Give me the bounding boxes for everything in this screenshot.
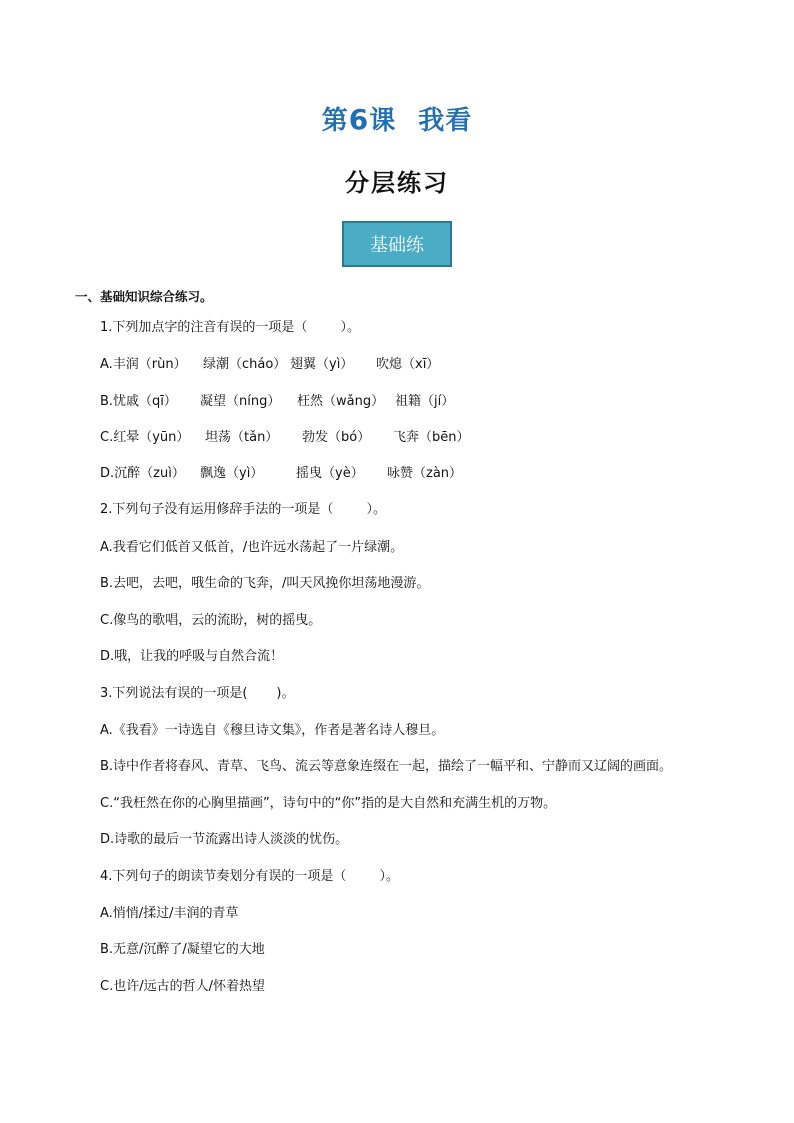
question-1-option-d: D.沉醉（zuì） 飘逸（yì） 摇曳（yè） 咏赞（zàn） xyxy=(100,466,463,481)
question-2-option-a: A.我看它们低首又低首，/也许远水荡起了一片绿潮。 xyxy=(100,540,404,555)
question-2-option-d: D.哦，让我的呼吸与自然合流！ xyxy=(100,649,284,664)
question-2-option-c: C.像鸟的歌唱，云的流盼，树的摇曳。 xyxy=(100,613,322,628)
question-2-option-b: B.去吧，去吧，哦生命的飞奔，/叫天风挽你坦荡地漫游。 xyxy=(100,576,430,591)
question-4-option-a: A.悄悄/揉过/丰润的青草 xyxy=(100,906,239,921)
question-1-option-a: A.丰润（rùn） 绿潮（cháo） 翅翼（yì） 吹熄（xī） xyxy=(100,357,440,372)
question-3-option-a: A.《我看》一诗选自《穆旦诗文集》，作者是著名诗人穆旦。 xyxy=(100,723,445,738)
question-1-option-c: C.红晕（yūn） 坦荡（tǎn） 勃发（bó） 飞奔（bēn） xyxy=(100,430,470,445)
question-1-stem: 1.下列加点字的注音有误的一项是（ ）。 xyxy=(100,320,360,335)
question-3-option-c: C.“我枉然在你的心胸里描画”，诗句中的“你”指的是大自然和充满生机的万物。 xyxy=(100,796,557,811)
question-4-option-b: B.无意/沉醉了/凝望它的大地 xyxy=(100,942,265,957)
lesson-number: 6 xyxy=(348,103,370,136)
question-4-stem: 4.下列句子的朗读节奏划分有误的一项是（ ）。 xyxy=(100,869,399,884)
question-3-stem: 3.下列说法有误的一项是( )。 xyxy=(100,686,295,701)
lesson-suffix: 课 xyxy=(369,106,397,136)
question-3-option-d: D.诗歌的最后一节流露出诗人淡淡的忧伤。 xyxy=(100,832,349,847)
lesson-title xyxy=(0,100,794,137)
section-badge-label: 基础练 xyxy=(370,235,424,256)
question-3-option-b: B.诗中作者将春风、青草、飞鸟、流云等意象连缀在一起，描绘了一幅平和、宁静而又辽阔的画面。 xyxy=(100,759,673,774)
question-1-option-b-row: B.忧戚（qī） 凝望（níng） 枉然（wǎng） 祖籍（jí） xyxy=(100,394,455,409)
page-subtitle: 分层练习 xyxy=(345,169,449,197)
question-4-option-c: C.也许/远古的哲人/怀着热望 xyxy=(100,979,265,994)
question-2-stem: 2.下列句子没有运用修辞手法的一项是（ ）。 xyxy=(100,502,386,517)
lesson-prefix: 第 xyxy=(321,106,349,136)
lesson-name: 我看 xyxy=(418,106,473,136)
part-heading: 一、基础知识综合练习。 xyxy=(75,289,213,304)
section-badge xyxy=(342,221,452,267)
